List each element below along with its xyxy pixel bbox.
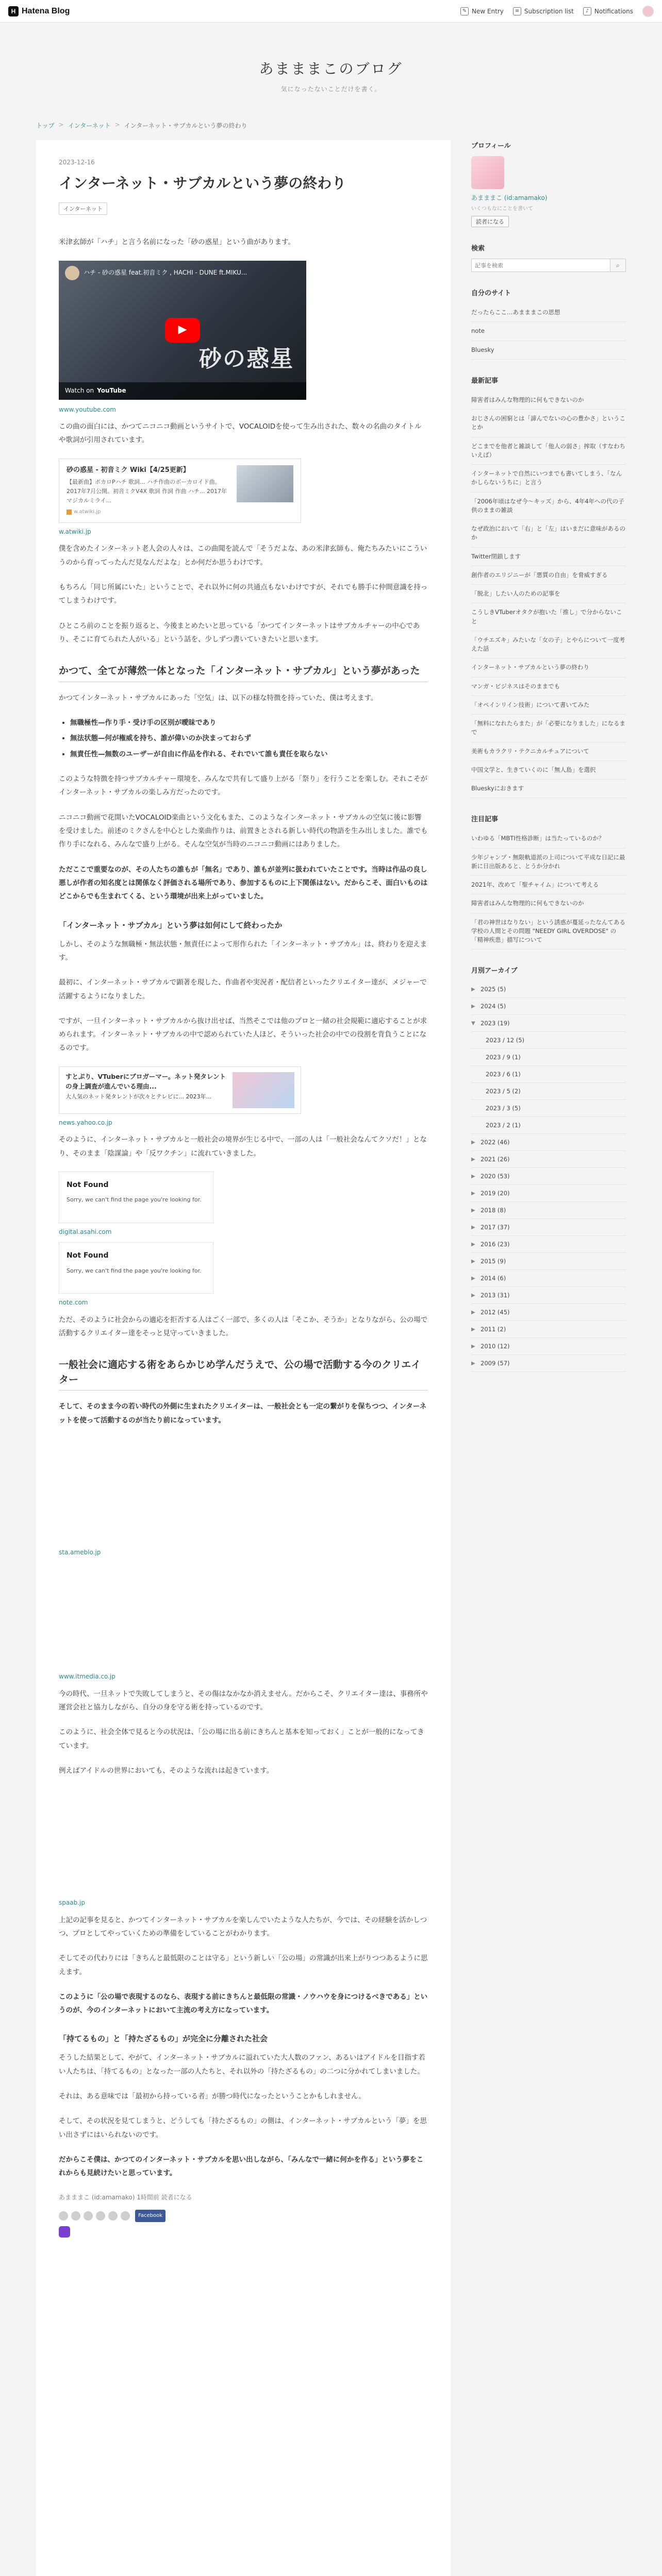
archive-year-link[interactable]: [471, 1015, 626, 1032]
play-icon[interactable]: ▶: [165, 318, 200, 343]
paragraph: このような特徴を持つサブカルチャー環境を、みんなで共有して盛り上がる「祭り」を行うことを楽しむ。それこそがインターネット・サブカルの楽しみ方だったのです。: [59, 775, 427, 797]
archive-year-link[interactable]: [471, 1151, 626, 1168]
paragraph: 米津玄師が「ハチ」と言う名前になった「砂の惑星」という曲があります。: [59, 238, 295, 247]
list-item: • 無職極性—作り手・受け手の区別が曖昧であり: [70, 716, 428, 730]
profile-module: [471, 140, 626, 227]
source-link[interactable]: note.com: [59, 1299, 88, 1307]
module-title: プロフィール: [471, 142, 511, 150]
paragraph: ですが、一旦インターネット・サブカルから抜け出せば、当然そこでは他のプロと一緒の社会規範に適応することが求められます。インターネット・サブカルの中で認められていた人ほど、そういった社会の中での役割を背負うことになるのです。: [59, 1016, 427, 1053]
chevron-right-icon[interactable]: ▶: [471, 986, 475, 992]
archive-label: 2023 / 6 (1): [486, 1071, 521, 1078]
archive-month-link[interactable]: [471, 1117, 626, 1134]
recent-entry-link[interactable]: マンガ・ビジネスはそのままでも: [471, 677, 626, 696]
user-avatar[interactable]: [642, 6, 654, 17]
archive-year-link[interactable]: [471, 1202, 626, 1219]
paragraph: もちろん「同じ所属にいた」ということで、それ以外に何の共通点もないわけですが、それでも勝手に仲間意識を持ってしまうわけです。: [59, 583, 428, 605]
archive-label: 2018 (8): [481, 1207, 506, 1214]
archive-label: 2011 (2): [481, 1326, 506, 1333]
search-module: [471, 243, 626, 272]
chevron-down-icon[interactable]: ▼: [471, 1020, 475, 1026]
recent-entry-link[interactable]: 創作者のエリジニーが「悪質の自由」を脅威すぎる: [471, 566, 626, 585]
chevron-right-icon[interactable]: ▶: [471, 1241, 475, 1247]
archive-label: 2024 (5): [481, 1003, 506, 1010]
archive-label: 2023 (19): [481, 1020, 510, 1027]
breadcrumb-separator: >: [58, 121, 64, 128]
empty-embed: [59, 1563, 428, 1671]
new-entry-label: New Entry: [471, 7, 504, 15]
breadcrumb-top[interactable]: トップ: [36, 122, 55, 129]
archive-year-link[interactable]: [471, 1270, 626, 1287]
breadcrumb-category[interactable]: インターネット: [68, 122, 111, 129]
link-card-title: 砂の惑星 - 初音ミク Wiki【4/25更新】: [67, 466, 190, 474]
chevron-right-icon[interactable]: ▶: [471, 1190, 475, 1196]
module-title: 月別アーカイブ: [471, 967, 518, 975]
chevron-right-icon[interactable]: ▶: [471, 1275, 475, 1281]
paragraph: 今の時代、一旦ネットで失敗してしまうと、その傷はなかなか消えません。だからこそ、クリエイター達は、事務所や運営会社と協力しながら、自分の身を守る術を持っているのです。: [59, 1689, 428, 1711]
archive-label: 2023 / 3 (5): [486, 1105, 521, 1112]
profile-name[interactable]: あまままこ (id:amamako): [471, 194, 548, 201]
paragraph: ただここで重要なのが、その人たちの誰もが「無名」であり、誰もが並列に扱われていたことです。当時は作品の良し悪しが作者の知名度とは関係なく評価される場所であり、参加するものに上下関係はない。だからこそ、面白いものはどこからでも生まれてくる、という環境が出来上がっていました。: [59, 865, 428, 901]
link-card-site-label: w.atwiki.jp: [74, 509, 101, 515]
recent-entry-link[interactable]: インターネットで自然にいつまでも書いてしまう、「なんかしらないうちに」と言う: [471, 465, 626, 493]
broken-embed[interactable]: [59, 1172, 213, 1223]
blog-title[interactable]: あまままこのブログ: [259, 60, 403, 77]
subscription-list-link[interactable]: [513, 7, 574, 15]
new-entry-link[interactable]: [460, 7, 504, 15]
popular-entry-link[interactable]: 障害者はみんな物理的に何もできないのか: [471, 894, 626, 913]
recent-entry-link[interactable]: インターネット・サブカルという夢の終わり: [471, 658, 626, 677]
hatena-logo-icon: H: [8, 6, 19, 16]
archive-label: 2017 (37): [481, 1224, 510, 1231]
favicon-icon: [67, 510, 72, 515]
popular-entry-link[interactable]: 「君の神世はなりない」という誘惑が蔓延ったなんてある学校の人間とその問題 "NEEDY GIRL OVERDOSE" の「精神疾患」描写について: [471, 913, 626, 950]
chevron-right-icon[interactable]: ▶: [471, 1343, 475, 1349]
youtube-logo-text: YouTube: [97, 386, 126, 394]
archive-label: 2022 (46): [481, 1139, 510, 1146]
archive-list: [471, 981, 626, 1372]
recent-entry-link[interactable]: Twitter閉鎖します: [471, 548, 626, 566]
share-buttons: [59, 2210, 428, 2222]
module-title: 最新記事: [471, 377, 499, 385]
news-link-card-text: [65, 1072, 226, 1108]
subsection-heading: 「インターネット・サブカル」という夢は如何にして終わったか: [59, 920, 283, 930]
blog-header: [0, 23, 662, 121]
list-item: • 無責任性—無数のユーザーが自由に作品を作れる、それでいて誰も責任を取らない: [70, 748, 428, 761]
avatar[interactable]: [71, 2211, 80, 2221]
paragraph: 僕を含めたインターネット老人会の人々は、この曲聞を読んで「そうだよな、あの米津玄師も、俺たちみたいにこういうのから育ってったんだ見なんだよな」とか何だか思うわけです。: [59, 545, 427, 567]
recent-entry-link[interactable]: 中国文学と、生きていくのに「無人島」を選択: [471, 761, 626, 779]
paragraph: そのように、インターネット・サブカルと一般社会の境界が生じる中で、一部の人は「一般社会なんてクソだ！」となり、そのまま「陰謀論」や「反ワクチン」に流れていきました。: [59, 1136, 427, 1158]
hatena-logo[interactable]: [8, 6, 70, 16]
archive-label: 2016 (23): [481, 1241, 510, 1248]
recent-entry-link[interactable]: こうしきVTuberオタクが抱いた「推し」で分からないこと: [471, 603, 626, 631]
channel-avatar: [65, 266, 79, 280]
archive-month-link[interactable]: [471, 1100, 626, 1117]
notifications-link[interactable]: [583, 7, 633, 15]
archive-label: 2012 (45): [481, 1309, 510, 1316]
recent-entry-link[interactable]: 「無料になれたらまた」が「必要になりました」になるまで: [471, 715, 626, 742]
recent-entry-link[interactable]: おじさんの困窮とは「諦んでないの心の豊かさ」ということか: [471, 410, 626, 437]
subscribe-button[interactable]: 読者になる: [471, 216, 509, 227]
chevron-right-icon[interactable]: ▶: [471, 1003, 475, 1009]
source-link[interactable]: www.youtube.com: [59, 405, 116, 413]
recent-entry-link[interactable]: 「オペインリイン技術」について書いてみた: [471, 696, 626, 715]
paragraph: このように「公の場で表現するのなら、表現する前にきちんと最低限の常識・ノウハウを身につけるべきである」というのが、今のインターネットにおいて主流の考え方になっています。: [59, 1992, 428, 2015]
empty-embed: [59, 1789, 428, 1897]
own-sites-module: [471, 287, 626, 360]
archive-year-link[interactable]: [471, 1134, 626, 1151]
archive-year-link[interactable]: [471, 1338, 626, 1355]
paragraph: それは、ある意味では「最初から持っている者」が勝つ時代になったということかもしれません。: [59, 2092, 366, 2101]
archive-year-link[interactable]: [471, 1236, 626, 1253]
archive-year-link[interactable]: [471, 1185, 626, 1202]
chevron-right-icon[interactable]: ▶: [471, 1139, 475, 1145]
sidebar: [471, 140, 626, 1387]
link-card-text: [67, 465, 230, 517]
paragraph: そしてその代わりには「きちんと最低限のことは守る」という新しい「公の場」の常識が出来上がりつつあるように思えます。: [59, 1954, 428, 1976]
paragraph: しかし、そのような無職極・無法状態・無責任によって形作られた「インターネット・サブカル」は、終わりを迎えます。: [59, 940, 427, 962]
chevron-right-icon[interactable]: ▶: [471, 1309, 475, 1315]
recent-entry-link[interactable]: 「ウチエズキ」みたいな「女の子」とやらについて一度考えた話: [471, 631, 626, 659]
avatar[interactable]: [59, 2211, 68, 2221]
recent-entry-link[interactable]: 「脱北」したい人のための記事を: [471, 585, 626, 603]
paragraph: そして、その状況を見てしまうと、どうしても「持たざるもの」の側は、インターネット・サブカルという「夢」を思い出さずにはいられないのです。: [59, 2117, 427, 2139]
archive-month-link[interactable]: [471, 1083, 626, 1100]
archive-label: 2023 / 5 (2): [486, 1088, 521, 1095]
article-title[interactable]: インターネット・サブカルという夢の終わり: [59, 175, 346, 192]
breadcrumb: [36, 121, 626, 130]
article-footer-author[interactable]: あまままこ (id:amamako) 1時間前 読者になる: [59, 2193, 192, 2201]
source-link[interactable]: w.atwiki.jp: [59, 528, 91, 536]
notifications-label: Notifications: [594, 7, 633, 15]
own-site-link[interactable]: だったらここ…あまままこの思想: [471, 303, 626, 322]
module-title: 検索: [471, 245, 485, 252]
popular-entry-link[interactable]: 2021年、改めて「聖チャイム」について考える: [471, 876, 626, 894]
archive-label: 2013 (31): [481, 1292, 510, 1299]
archive-label: 2014 (6): [481, 1275, 506, 1282]
hatena-logo-text: Hatena Blog: [22, 6, 70, 15]
recent-entry-link[interactable]: Blueskyにおきます: [471, 779, 626, 798]
facebook-share-button[interactable]: Facebook: [135, 2210, 166, 2222]
recent-entry-link[interactable]: どこまでを他者と雑談して「他人の弱さ」搾取（すなわちいえば）: [471, 437, 626, 465]
section-heading: かつて、全てが薄然一体となった「インターネット・サブカル」という夢があった: [59, 664, 428, 682]
paragraph: このように、社会全体で見ると今の状況は、「公の場に出る前にきちんと基本を知っておく」ことが一般的になってきています。: [59, 1728, 424, 1750]
profile-bio: いくつもなにことを書いて: [471, 206, 533, 212]
archive-year-link[interactable]: [471, 998, 626, 1015]
paragraph: ただ、そのように社会からの適応を拒否する人はごく一部で、多くの人は「そこか、そうか」となりながら、公の場で活動するクリエイター達をそっと見守っていきました。: [59, 1315, 428, 1337]
link-card-desc: 【最新曲】ボカロPハチ 歌詞... ハチ作曲のボーカロイド曲。2017年7月公開。初音ミクV4X 歌詞 作詞 作曲 ハチ... 2017年 マジカルミライ...: [67, 479, 227, 504]
archive-label: 2015 (9): [481, 1258, 506, 1265]
archive-label: 2023 / 12 (5): [486, 1037, 525, 1044]
paragraph: かつてインターネット・サブカルにあった「空気」は、以下の様な特徴を持っていた、僕は考えます。: [59, 693, 378, 702]
avatar[interactable]: [108, 2211, 118, 2221]
recent-entry-link[interactable]: 美術もカラクリ・テクニカルチュアについて: [471, 742, 626, 761]
archive-month-link[interactable]: [471, 1032, 626, 1049]
chevron-right-icon[interactable]: ▶: [471, 1224, 475, 1230]
global-header: [0, 0, 662, 23]
watch-on-label: Watch on: [65, 386, 94, 394]
category-badge[interactable]: インターネット: [59, 202, 107, 215]
paragraph: ニコニコ動画で花開いたVOCALOID楽曲という文化もまた、このようなインターネット・サブカルの空気に後に影響を受けました。前述のミクさんを中心とした楽曲作りは、前置きとされる新しい時代の物語を生み出しました。誰でも作り手になれる、みんなで盛り上がる。そんな空気が当時のニコニコ動画にはありました。: [59, 813, 428, 849]
recent-entries-module: [471, 375, 626, 799]
archive-label: 2023 / 9 (1): [486, 1054, 521, 1061]
recent-entry-link[interactable]: 「2006年頃はなぜ今～キッズ」から、4年4年への代の子供のままの雑談: [471, 493, 626, 520]
paragraph: そして、そのまま今の若い時代の外側に生まれたクリエイターは、一般社会とも一定の繋がりを保ちつつ、インターネットを使って活動するのが当たり前になっています。: [59, 1402, 427, 1425]
pencil-icon: ✎: [460, 7, 469, 15]
archive-label: 2019 (20): [481, 1190, 510, 1197]
link-card[interactable]: [59, 459, 301, 523]
subscription-list-label: Subscription list: [524, 7, 574, 15]
subsection-heading: 「持てるもの」と「持たざるもの」が完全に分離された社会: [59, 2034, 268, 2044]
chevron-right-icon[interactable]: ▶: [471, 1156, 475, 1162]
archive-label: 2025 (5): [481, 986, 506, 993]
article: [36, 140, 451, 2576]
popular-entry-link[interactable]: いわゆる「MBTI性格診断」は当たっているのか？: [471, 829, 626, 848]
list-item: • 無法状態—何が権威を持ち、誰が偉いのか決まっておらず: [70, 732, 428, 745]
archive-year-link[interactable]: [471, 1355, 626, 1372]
video-header: [65, 266, 300, 280]
popular-entries-module: [471, 814, 626, 950]
feature-list: [70, 716, 428, 761]
archive-year-link[interactable]: [471, 1321, 626, 1338]
video-overlay-text: 砂の惑星: [199, 345, 294, 372]
not-found-title: Not Found: [67, 1251, 109, 1260]
archive-year-link[interactable]: [471, 1304, 626, 1321]
breadcrumb-current: インターネット・サブカルという夢の終わり: [124, 122, 247, 129]
archive-year-link[interactable]: [471, 1168, 626, 1185]
article-date[interactable]: 2023-12-16: [59, 159, 95, 166]
popular-entry-link[interactable]: 少年ジャンプ・無限軌道派の上司について平成な日記に最新に日出版あると、とうか分かれ: [471, 849, 626, 876]
link-card-site: [67, 508, 230, 516]
avatar[interactable]: [121, 2211, 130, 2221]
search-input[interactable]: [471, 259, 610, 272]
source-link[interactable]: www.itmedia.co.jp: [59, 1673, 115, 1681]
paragraph: この曲の面白には、かつてニコニコ動画というサイトで、VOCALOIDを使って生み出された、数々の名曲のタイトルや歌詞が引用されています。: [59, 422, 422, 445]
bell-icon: ♪: [583, 7, 591, 15]
not-found-message: Sorry, we can't find the page you're looking for.: [67, 1196, 202, 1204]
youtube-embed[interactable]: [59, 261, 306, 400]
search-icon[interactable]: ⌕: [610, 259, 626, 272]
news-link-card-thumbnail: [233, 1072, 294, 1108]
blog-description: 気になったないことだけを書く。: [280, 86, 382, 93]
news-link-card[interactable]: [59, 1066, 301, 1114]
chevron-right-icon[interactable]: ▶: [471, 1207, 475, 1213]
archive-label: 2010 (12): [481, 1343, 510, 1350]
news-link-card-desc: 大人気のネット発タレントが次々とテレビに... 2023年...: [65, 1093, 211, 1100]
paragraph: 上記の記事を見ると、かつてインターネット・サブカルを楽しんでいたような人たちが、今では、その経験を活かしつつ、プロとしてやっていくための準備をしていることがわかります。: [59, 1916, 427, 1938]
avatar[interactable]: [84, 2211, 93, 2221]
list-icon: ≡: [513, 7, 521, 15]
chevron-right-icon[interactable]: ▶: [471, 1292, 475, 1298]
archive-module: [471, 965, 626, 1372]
paragraph: そうした結果として、やがて、インターネット・サブカルに溢れていた大人数のファン、あるいはアイドルを目指す若い人たちは、「持てるもの」となった一部の人たちと、それ以外の「持たざるもの」の二つに分かれてしまいました。: [59, 2054, 426, 2076]
module-title: 注目記事: [471, 816, 499, 824]
video-watch-bar[interactable]: [59, 382, 306, 400]
paragraph: だからこそ僕は、かつてのインターネット・サブカルを思い出しながら、「みんなで一緒に何かを作る」という夢をこれからも見続けたいと思っています。: [59, 2156, 424, 2178]
archive-month-link[interactable]: [471, 1066, 626, 1083]
chevron-right-icon[interactable]: ▶: [471, 1258, 475, 1264]
archive-month-link[interactable]: [471, 1049, 626, 1066]
archive-label: 2020 (53): [481, 1173, 510, 1180]
news-link-card-title: すとぷり、VTuberにブロガーマー。ネット発タレントの身上調査が進んでいる理由...: [65, 1072, 226, 1090]
link-card-thumbnail: [237, 465, 293, 502]
paragraph: 例えばアイドルの世界においても、そのような流れは起きています。: [59, 1766, 274, 1775]
recent-entry-link[interactable]: なぜ政治において「右」と「左」はいまだに意味があるのか: [471, 520, 626, 548]
not-found-message: Sorry, we can't find the page you're looking for.: [67, 1267, 202, 1274]
archive-year-link[interactable]: [471, 1219, 626, 1236]
profile-avatar[interactable]: [471, 156, 504, 189]
chevron-right-icon[interactable]: ▶: [471, 1360, 475, 1366]
paragraph: 最初に、インターネット・サブカルで顕著を現した、作曲者や実況者・配信者といったクリエイター達が、メジャーで活躍するようになりました。: [59, 978, 427, 1001]
source-link[interactable]: sta.ameblo.jp: [59, 1548, 101, 1556]
archive-label: 2009 (57): [481, 1360, 510, 1367]
source-link[interactable]: digital.asahi.com: [59, 1228, 112, 1235]
broken-embed[interactable]: [59, 1242, 213, 1294]
chevron-right-icon[interactable]: ▶: [471, 1173, 475, 1179]
archive-label: 2021 (26): [481, 1156, 510, 1163]
article-body: [59, 235, 428, 2242]
source-link[interactable]: news.yahoo.co.jp: [59, 1118, 112, 1126]
own-site-link[interactable]: Bluesky: [471, 341, 626, 360]
archive-year-link[interactable]: [471, 981, 626, 998]
archive-label: 2023 / 2 (1): [486, 1122, 521, 1129]
chevron-right-icon[interactable]: ▶: [471, 1326, 475, 1332]
section-heading: 一般社会に適応する術をあらかじめ学んだうえで、公の場で活動する今のクリエイター: [59, 1358, 428, 1391]
archive-year-link[interactable]: [471, 1253, 626, 1270]
star-icon[interactable]: [59, 2226, 70, 2238]
breadcrumb-separator: >: [114, 121, 120, 128]
own-site-link[interactable]: note: [471, 322, 626, 341]
paragraph: ひところ前のことを振り返ると、今後まとめたいと思っている「かつてインターネットはサブカルチャーの中心であり、そこに育てられた人がいる」という話を、少しずつ書いていきたいと思います。: [59, 621, 420, 644]
not-found-title: Not Found: [67, 1180, 109, 1189]
empty-embed: [59, 1438, 428, 1547]
recent-entry-link[interactable]: 障害者はみんな物理的に何もできないのか: [471, 391, 626, 410]
archive-year-link[interactable]: [471, 1287, 626, 1304]
module-title: 自分のサイト: [471, 290, 511, 297]
video-title: ハチ - 砂の惑星 feat.初音ミク , HACHI - DUNE ft.MIKU...: [84, 268, 247, 276]
avatar[interactable]: [96, 2211, 105, 2221]
source-link[interactable]: spaab.jp: [59, 1899, 85, 1907]
